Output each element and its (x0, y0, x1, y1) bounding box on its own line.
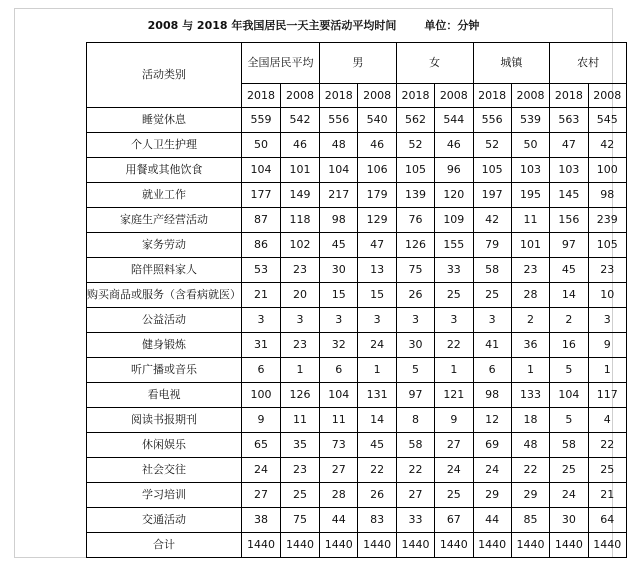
value-cell: 22 (358, 458, 396, 483)
value-cell: 8 (396, 408, 434, 433)
value-cell: 195 (511, 183, 549, 208)
value-cell: 100 (588, 158, 626, 183)
table-row (87, 108, 627, 133)
value-cell: 11 (281, 408, 320, 433)
year-header: 2008 (358, 84, 396, 108)
value-cell: 35 (281, 433, 320, 458)
value-cell: 24 (550, 483, 588, 508)
group-header: 全国居民平均 (242, 43, 320, 84)
year-header: 2008 (588, 84, 626, 108)
value-cell: 22 (588, 433, 626, 458)
value-cell: 24 (473, 458, 511, 483)
value-cell: 6 (320, 358, 358, 383)
activity-label: 学习培训 (87, 483, 242, 508)
value-cell: 1 (588, 358, 626, 383)
activity-label: 休闲娱乐 (87, 433, 242, 458)
value-cell: 104 (320, 158, 358, 183)
value-cell: 38 (242, 508, 281, 533)
value-cell: 105 (473, 158, 511, 183)
value-cell: 24 (242, 458, 281, 483)
value-cell: 50 (511, 133, 549, 158)
value-cell: 25 (588, 458, 626, 483)
table-row (87, 483, 627, 508)
table-row (87, 333, 627, 358)
value-cell: 11 (511, 208, 549, 233)
value-cell: 46 (435, 133, 473, 158)
value-cell: 239 (588, 208, 626, 233)
value-cell: 1440 (320, 533, 358, 558)
value-cell: 25 (550, 458, 588, 483)
value-cell: 67 (435, 508, 473, 533)
value-cell: 1 (358, 358, 396, 383)
value-cell: 9 (242, 408, 281, 433)
value-cell: 86 (242, 233, 281, 258)
value-cell: 25 (435, 283, 473, 308)
value-cell: 1 (281, 358, 320, 383)
value-cell: 44 (320, 508, 358, 533)
value-cell: 12 (473, 408, 511, 433)
value-cell: 5 (396, 358, 434, 383)
value-cell: 149 (281, 183, 320, 208)
year-header: 2008 (435, 84, 473, 108)
activity-label: 健身锻炼 (87, 333, 242, 358)
value-cell: 126 (281, 383, 320, 408)
value-cell: 22 (396, 458, 434, 483)
value-cell: 1440 (550, 533, 588, 558)
unit-label: 单位：分钟 (424, 19, 480, 32)
value-cell: 96 (435, 158, 473, 183)
value-cell: 33 (435, 258, 473, 283)
value-cell: 104 (550, 383, 588, 408)
value-cell: 29 (473, 483, 511, 508)
value-cell: 75 (396, 258, 434, 283)
value-cell: 52 (396, 133, 434, 158)
value-cell: 197 (473, 183, 511, 208)
value-cell: 22 (511, 458, 549, 483)
value-cell: 109 (435, 208, 473, 233)
value-cell: 5 (550, 358, 588, 383)
activity-label: 听广播或音乐 (87, 358, 242, 383)
activity-label: 合计 (87, 533, 242, 558)
value-cell: 44 (473, 508, 511, 533)
value-cell: 133 (511, 383, 549, 408)
value-cell: 2 (511, 308, 549, 333)
value-cell: 42 (473, 208, 511, 233)
year-header: 2008 (511, 84, 549, 108)
value-cell: 6 (242, 358, 281, 383)
value-cell: 1440 (281, 533, 320, 558)
value-cell: 27 (320, 458, 358, 483)
activity-label: 家务劳动 (87, 233, 242, 258)
value-cell: 6 (473, 358, 511, 383)
activity-label: 用餐或其他饮食 (87, 158, 242, 183)
value-cell: 177 (242, 183, 281, 208)
value-cell: 27 (242, 483, 281, 508)
value-cell: 155 (435, 233, 473, 258)
value-cell: 3 (358, 308, 396, 333)
group-header: 农村 (550, 43, 627, 84)
table-row (87, 358, 627, 383)
year-header: 2018 (550, 84, 588, 108)
value-cell: 26 (358, 483, 396, 508)
value-cell: 30 (320, 258, 358, 283)
value-cell: 47 (550, 133, 588, 158)
value-cell: 120 (435, 183, 473, 208)
value-cell: 129 (358, 208, 396, 233)
value-cell: 41 (473, 333, 511, 358)
value-cell: 46 (281, 133, 320, 158)
value-cell: 76 (396, 208, 434, 233)
activity-label: 交通活动 (87, 508, 242, 533)
value-cell: 106 (358, 158, 396, 183)
year-header: 2018 (396, 84, 434, 108)
value-cell: 52 (473, 133, 511, 158)
activity-label: 个人卫生护理 (87, 133, 242, 158)
value-cell: 97 (550, 233, 588, 258)
value-cell: 102 (281, 233, 320, 258)
value-cell: 64 (588, 508, 626, 533)
value-cell: 98 (588, 183, 626, 208)
value-cell: 27 (435, 433, 473, 458)
value-cell: 23 (281, 333, 320, 358)
value-cell: 22 (435, 333, 473, 358)
value-cell: 23 (281, 458, 320, 483)
year-header: 2018 (320, 84, 358, 108)
value-cell: 69 (473, 433, 511, 458)
value-cell: 544 (435, 108, 473, 133)
value-cell: 23 (511, 258, 549, 283)
value-cell: 9 (588, 333, 626, 358)
value-cell: 75 (281, 508, 320, 533)
activity-label: 阅读书报期刊 (87, 408, 242, 433)
value-cell: 1440 (358, 533, 396, 558)
value-cell: 85 (511, 508, 549, 533)
table-row (87, 133, 627, 158)
table-row (87, 158, 627, 183)
value-cell: 25 (281, 483, 320, 508)
value-cell: 562 (396, 108, 434, 133)
activity-label: 看电视 (87, 383, 242, 408)
value-cell: 101 (281, 158, 320, 183)
value-cell: 58 (396, 433, 434, 458)
value-cell: 65 (242, 433, 281, 458)
value-cell: 79 (473, 233, 511, 258)
value-cell: 21 (588, 483, 626, 508)
value-cell: 23 (281, 258, 320, 283)
value-cell: 45 (358, 433, 396, 458)
value-cell: 58 (473, 258, 511, 283)
value-cell: 104 (242, 158, 281, 183)
value-cell: 15 (358, 283, 396, 308)
value-cell: 16 (550, 333, 588, 358)
table-row (87, 533, 627, 558)
value-cell: 87 (242, 208, 281, 233)
activity-label: 就业工作 (87, 183, 242, 208)
value-cell: 53 (242, 258, 281, 283)
value-cell: 58 (550, 433, 588, 458)
value-cell: 1440 (242, 533, 281, 558)
value-cell: 30 (396, 333, 434, 358)
value-cell: 24 (358, 333, 396, 358)
value-cell: 45 (320, 233, 358, 258)
activity-label: 社会交往 (87, 458, 242, 483)
value-cell: 4 (588, 408, 626, 433)
activity-label: 公益活动 (87, 308, 242, 333)
value-cell: 9 (435, 408, 473, 433)
value-cell: 3 (281, 308, 320, 333)
value-cell: 217 (320, 183, 358, 208)
group-header-row (87, 43, 627, 84)
value-cell: 10 (588, 283, 626, 308)
value-cell: 559 (242, 108, 281, 133)
group-header: 女 (396, 43, 473, 84)
value-cell: 50 (242, 133, 281, 158)
value-cell: 83 (358, 508, 396, 533)
value-cell: 105 (396, 158, 434, 183)
value-cell: 1 (511, 358, 549, 383)
table-row (87, 458, 627, 483)
table-row (87, 383, 627, 408)
value-cell: 21 (242, 283, 281, 308)
value-cell: 98 (320, 208, 358, 233)
value-cell: 1440 (588, 533, 626, 558)
value-cell: 48 (511, 433, 549, 458)
value-cell: 13 (358, 258, 396, 283)
table-row (87, 208, 627, 233)
value-cell: 3 (396, 308, 434, 333)
value-cell: 126 (396, 233, 434, 258)
table-row (87, 408, 627, 433)
value-cell: 1440 (435, 533, 473, 558)
value-cell: 1440 (511, 533, 549, 558)
value-cell: 179 (358, 183, 396, 208)
value-cell: 25 (473, 283, 511, 308)
value-cell: 14 (550, 283, 588, 308)
value-cell: 32 (320, 333, 358, 358)
value-cell: 1440 (473, 533, 511, 558)
value-cell: 3 (320, 308, 358, 333)
value-cell: 1 (435, 358, 473, 383)
table-row (87, 258, 627, 283)
value-cell: 540 (358, 108, 396, 133)
value-cell: 3 (435, 308, 473, 333)
value-cell: 117 (588, 383, 626, 408)
value-cell: 556 (320, 108, 358, 133)
value-cell: 121 (435, 383, 473, 408)
value-cell: 3 (473, 308, 511, 333)
value-cell: 47 (358, 233, 396, 258)
value-cell: 542 (281, 108, 320, 133)
value-cell: 48 (320, 133, 358, 158)
table-row (87, 233, 627, 258)
value-cell: 23 (588, 258, 626, 283)
value-cell: 103 (550, 158, 588, 183)
value-cell: 156 (550, 208, 588, 233)
value-cell: 2 (550, 308, 588, 333)
table-row (87, 183, 627, 208)
activity-label: 睡觉休息 (87, 108, 242, 133)
value-cell: 1440 (396, 533, 434, 558)
value-cell: 45 (550, 258, 588, 283)
year-header: 2018 (242, 84, 281, 108)
activity-label: 家庭生产经营活动 (87, 208, 242, 233)
value-cell: 539 (511, 108, 549, 133)
value-cell: 145 (550, 183, 588, 208)
value-cell: 31 (242, 333, 281, 358)
value-cell: 24 (435, 458, 473, 483)
activity-time-table (86, 42, 627, 558)
value-cell: 42 (588, 133, 626, 158)
corner-header: 活动类别 (87, 43, 242, 108)
value-cell: 14 (358, 408, 396, 433)
value-cell: 26 (396, 283, 434, 308)
value-cell: 18 (511, 408, 549, 433)
value-cell: 139 (396, 183, 434, 208)
value-cell: 30 (550, 508, 588, 533)
value-cell: 28 (511, 283, 549, 308)
year-header: 2018 (473, 84, 511, 108)
value-cell: 104 (320, 383, 358, 408)
value-cell: 545 (588, 108, 626, 133)
value-cell: 105 (588, 233, 626, 258)
value-cell: 11 (320, 408, 358, 433)
value-cell: 5 (550, 408, 588, 433)
activity-label: 陪伴照料家人 (87, 258, 242, 283)
table-title: 2008 与 2018 年我国居民一天主要活动平均时间 (147, 19, 397, 32)
value-cell: 27 (396, 483, 434, 508)
activity-label: 购买商品或服务（含看病就医） (87, 283, 242, 308)
value-cell: 98 (473, 383, 511, 408)
table-title-bar (14, 13, 613, 37)
value-cell: 97 (396, 383, 434, 408)
value-cell: 118 (281, 208, 320, 233)
value-cell: 20 (281, 283, 320, 308)
value-cell: 36 (511, 333, 549, 358)
value-cell: 25 (435, 483, 473, 508)
value-cell: 563 (550, 108, 588, 133)
value-cell: 101 (511, 233, 549, 258)
group-header: 男 (320, 43, 397, 84)
value-cell: 73 (320, 433, 358, 458)
value-cell: 28 (320, 483, 358, 508)
value-cell: 3 (242, 308, 281, 333)
value-cell: 46 (358, 133, 396, 158)
value-cell: 103 (511, 158, 549, 183)
value-cell: 131 (358, 383, 396, 408)
value-cell: 33 (396, 508, 434, 533)
value-cell: 3 (588, 308, 626, 333)
value-cell: 29 (511, 483, 549, 508)
value-cell: 15 (320, 283, 358, 308)
group-header: 城镇 (473, 43, 550, 84)
year-header: 2008 (281, 84, 320, 108)
table-row (87, 283, 627, 308)
value-cell: 556 (473, 108, 511, 133)
table-row (87, 308, 627, 333)
table-row (87, 433, 627, 458)
table-row (87, 508, 627, 533)
value-cell: 100 (242, 383, 281, 408)
